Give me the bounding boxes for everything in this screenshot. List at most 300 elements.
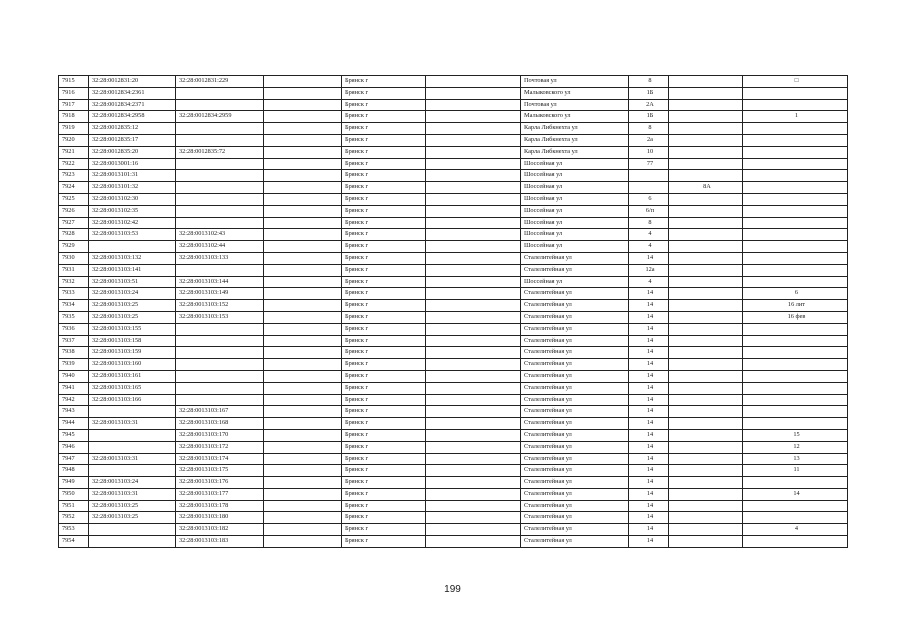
cell-building-number <box>669 311 743 323</box>
cell-blank-column-b <box>426 300 521 312</box>
cell-related-cadastral-number <box>176 347 264 359</box>
table-row <box>59 323 848 335</box>
table-row <box>59 193 848 205</box>
table-row <box>59 76 848 88</box>
cell-house-number: 14 <box>629 382 669 394</box>
cell-blank-column-a <box>264 252 342 264</box>
cell-blank-column-a <box>264 217 342 229</box>
cell-apartment-number <box>743 418 848 430</box>
cell-blank-column-b <box>426 264 521 276</box>
cell-street: Шоссейная ул <box>521 158 629 170</box>
cell-locality: Брянск г <box>342 418 426 430</box>
cell-house-number: 1Б <box>629 87 669 99</box>
cell-apartment-number <box>743 252 848 264</box>
cell-locality: Брянск г <box>342 370 426 382</box>
cell-building-number <box>669 300 743 312</box>
cell-house-number: 2а <box>629 134 669 146</box>
table-row <box>59 370 848 382</box>
cell-apartment-number <box>743 370 848 382</box>
table-row <box>59 170 848 182</box>
cell-blank-column-a <box>264 276 342 288</box>
cell-cadastral-number <box>89 536 176 548</box>
cell-blank-column-b <box>426 429 521 441</box>
table-row <box>59 205 848 217</box>
cell-blank-column-b <box>426 370 521 382</box>
cell-house-number <box>629 170 669 182</box>
cell-row-number: 7931 <box>59 264 89 276</box>
table-row <box>59 134 848 146</box>
cell-cadastral-number: 32:28:0013103:24 <box>89 288 176 300</box>
cell-row-number: 7930 <box>59 252 89 264</box>
cell-locality: Брянск г <box>342 500 426 512</box>
cell-cadastral-number: 32:28:0013103:24 <box>89 477 176 489</box>
cell-house-number: 12а <box>629 264 669 276</box>
cell-row-number: 7917 <box>59 99 89 111</box>
cell-cadastral-number: 32:28:0013103:31 <box>89 488 176 500</box>
cell-cadastral-number: 32:28:0013103:31 <box>89 453 176 465</box>
cell-blank-column-b <box>426 241 521 253</box>
cell-street: Сталелитейная ул <box>521 370 629 382</box>
cell-cadastral-number: 32:28:0013102:30 <box>89 193 176 205</box>
cell-blank-column-b <box>426 182 521 194</box>
cell-house-number: 14 <box>629 252 669 264</box>
cell-blank-column-b <box>426 335 521 347</box>
cell-cadastral-number: 32:28:0013103:155 <box>89 323 176 335</box>
cell-related-cadastral-number <box>176 394 264 406</box>
cell-blank-column-a <box>264 406 342 418</box>
cell-blank-column-b <box>426 512 521 524</box>
cell-related-cadastral-number <box>176 87 264 99</box>
cell-related-cadastral-number: 32:28:0013103:167 <box>176 406 264 418</box>
cell-building-number <box>669 99 743 111</box>
cell-building-number <box>669 217 743 229</box>
cell-row-number: 7937 <box>59 335 89 347</box>
cell-blank-column-b <box>426 394 521 406</box>
cell-row-number: 7941 <box>59 382 89 394</box>
cell-row-number: 7945 <box>59 429 89 441</box>
cell-blank-column-a <box>264 335 342 347</box>
table-row <box>59 477 848 489</box>
cell-street: Малыковского ул <box>521 111 629 123</box>
cell-house-number: 14 <box>629 477 669 489</box>
cell-cadastral-number: 32:28:0012835:17 <box>89 134 176 146</box>
cell-house-number: 6 <box>629 193 669 205</box>
cell-street: Сталелитейная ул <box>521 288 629 300</box>
cell-blank-column-b <box>426 453 521 465</box>
cell-row-number: 7940 <box>59 370 89 382</box>
table-row <box>59 335 848 347</box>
cell-blank-column-a <box>264 524 342 536</box>
cell-cadastral-number: 32:28:0013103:25 <box>89 311 176 323</box>
cell-house-number: 14 <box>629 512 669 524</box>
cell-blank-column-b <box>426 205 521 217</box>
cell-row-number: 7916 <box>59 87 89 99</box>
table-row <box>59 394 848 406</box>
table-row <box>59 264 848 276</box>
cell-locality: Брянск г <box>342 134 426 146</box>
cell-locality: Брянск г <box>342 193 426 205</box>
cell-cadastral-number: 32:28:0013103:25 <box>89 500 176 512</box>
cell-blank-column-b <box>426 536 521 548</box>
cell-row-number: 7921 <box>59 146 89 158</box>
cell-cadastral-number: 32:28:0013103:165 <box>89 382 176 394</box>
cell-cadastral-number: 32:28:0013103:141 <box>89 264 176 276</box>
cell-building-number <box>669 347 743 359</box>
cell-blank-column-b <box>426 193 521 205</box>
cell-blank-column-a <box>264 536 342 548</box>
cell-cadastral-number: 32:28:0013103:51 <box>89 276 176 288</box>
cell-blank-column-b <box>426 288 521 300</box>
cell-locality: Брянск г <box>342 347 426 359</box>
table-row <box>59 182 848 194</box>
cell-apartment-number <box>743 347 848 359</box>
cell-blank-column-a <box>264 477 342 489</box>
cell-building-number <box>669 229 743 241</box>
cell-apartment-number: 16 лит <box>743 300 848 312</box>
table-row <box>59 406 848 418</box>
cell-blank-column-b <box>426 87 521 99</box>
cell-apartment-number: 4 <box>743 524 848 536</box>
cell-related-cadastral-number <box>176 335 264 347</box>
cell-locality: Брянск г <box>342 288 426 300</box>
cell-blank-column-a <box>264 123 342 135</box>
cell-blank-column-a <box>264 158 342 170</box>
cell-blank-column-b <box>426 134 521 146</box>
cell-apartment-number: 12 <box>743 441 848 453</box>
cell-house-number: 14 <box>629 453 669 465</box>
cell-blank-column-b <box>426 441 521 453</box>
cell-blank-column-b <box>426 229 521 241</box>
cell-blank-column-a <box>264 134 342 146</box>
cell-cadastral-number <box>89 429 176 441</box>
cell-street: Карла Либкнехта ул <box>521 146 629 158</box>
cell-row-number: 7946 <box>59 441 89 453</box>
cell-related-cadastral-number: 32:28:0013103:144 <box>176 276 264 288</box>
cell-building-number <box>669 323 743 335</box>
cell-related-cadastral-number <box>176 370 264 382</box>
cell-building-number <box>669 205 743 217</box>
cell-cadastral-number: 32:28:0013103:159 <box>89 347 176 359</box>
table-row <box>59 252 848 264</box>
cell-street: Сталелитейная ул <box>521 465 629 477</box>
cell-locality: Брянск г <box>342 99 426 111</box>
cell-street: Сталелитейная ул <box>521 300 629 312</box>
cell-apartment-number <box>743 335 848 347</box>
cell-blank-column-a <box>264 300 342 312</box>
cell-related-cadastral-number: 32:28:0013103:178 <box>176 500 264 512</box>
cell-blank-column-b <box>426 418 521 430</box>
cell-blank-column-a <box>264 241 342 253</box>
cell-blank-column-a <box>264 193 342 205</box>
cell-building-number <box>669 87 743 99</box>
cell-locality: Брянск г <box>342 76 426 88</box>
cell-locality: Брянск г <box>342 359 426 371</box>
cell-blank-column-b <box>426 123 521 135</box>
cell-building-number <box>669 370 743 382</box>
cell-street: Сталелитейная ул <box>521 252 629 264</box>
cell-street: Шоссейная ул <box>521 276 629 288</box>
cell-blank-column-b <box>426 359 521 371</box>
cell-related-cadastral-number: 32:28:0013103:177 <box>176 488 264 500</box>
cell-apartment-number <box>743 87 848 99</box>
cell-apartment-number <box>743 193 848 205</box>
cell-apartment-number <box>743 146 848 158</box>
cell-related-cadastral-number <box>176 217 264 229</box>
table-row <box>59 359 848 371</box>
cell-locality: Брянск г <box>342 512 426 524</box>
cell-street: Сталелитейная ул <box>521 323 629 335</box>
cell-apartment-number <box>743 241 848 253</box>
cell-house-number: 14 <box>629 536 669 548</box>
cell-locality: Брянск г <box>342 453 426 465</box>
cell-street: Сталелитейная ул <box>521 264 629 276</box>
cell-house-number: 14 <box>629 441 669 453</box>
cell-cadastral-number: 32:28:0013103:31 <box>89 418 176 430</box>
cell-locality: Брянск г <box>342 465 426 477</box>
cell-row-number: 7934 <box>59 300 89 312</box>
cell-street: Шоссейная ул <box>521 193 629 205</box>
table-row <box>59 500 848 512</box>
cell-building-number <box>669 288 743 300</box>
cell-blank-column-a <box>264 111 342 123</box>
cell-building-number: 8А <box>669 182 743 194</box>
cell-street: Шоссейная ул <box>521 241 629 253</box>
cell-apartment-number: 11 <box>743 465 848 477</box>
cell-street: Сталелитейная ул <box>521 382 629 394</box>
cell-apartment-number: 6 <box>743 288 848 300</box>
cell-apartment-number <box>743 382 848 394</box>
cell-related-cadastral-number: 32:28:0012835:72 <box>176 146 264 158</box>
cell-street: Сталелитейная ул <box>521 488 629 500</box>
cell-blank-column-a <box>264 394 342 406</box>
cell-street: Шоссейная ул <box>521 205 629 217</box>
cell-related-cadastral-number <box>176 182 264 194</box>
cell-apartment-number <box>743 536 848 548</box>
cell-building-number <box>669 170 743 182</box>
cell-blank-column-a <box>264 359 342 371</box>
cell-related-cadastral-number: 32:28:0013103:153 <box>176 311 264 323</box>
table-row <box>59 418 848 430</box>
cell-related-cadastral-number <box>176 323 264 335</box>
cell-building-number <box>669 134 743 146</box>
registry-sheet <box>58 75 848 548</box>
cell-apartment-number <box>743 500 848 512</box>
cell-building-number <box>669 429 743 441</box>
cell-blank-column-b <box>426 406 521 418</box>
cell-locality: Брянск г <box>342 182 426 194</box>
cell-row-number: 7935 <box>59 311 89 323</box>
cell-street: Шоссейная ул <box>521 182 629 194</box>
cell-locality: Брянск г <box>342 441 426 453</box>
cell-apartment-number <box>743 394 848 406</box>
cell-related-cadastral-number: 32:28:0013103:182 <box>176 524 264 536</box>
cell-cadastral-number: 32:28:0013101:32 <box>89 182 176 194</box>
cell-blank-column-b <box>426 158 521 170</box>
table-row <box>59 512 848 524</box>
cell-apartment-number <box>743 229 848 241</box>
cell-apartment-number <box>743 134 848 146</box>
table-row <box>59 99 848 111</box>
cell-row-number: 7947 <box>59 453 89 465</box>
cell-related-cadastral-number <box>176 205 264 217</box>
cell-row-number: 7918 <box>59 111 89 123</box>
cell-house-number: 77 <box>629 158 669 170</box>
cell-building-number <box>669 146 743 158</box>
cell-blank-column-b <box>426 347 521 359</box>
cell-street: Сталелитейная ул <box>521 418 629 430</box>
cell-building-number <box>669 418 743 430</box>
cell-locality: Брянск г <box>342 300 426 312</box>
cell-row-number: 7944 <box>59 418 89 430</box>
cell-street: Почтовая ул <box>521 76 629 88</box>
cell-locality: Брянск г <box>342 429 426 441</box>
cell-house-number <box>629 182 669 194</box>
cell-related-cadastral-number <box>176 170 264 182</box>
cell-blank-column-b <box>426 477 521 489</box>
table-row <box>59 111 848 123</box>
cell-blank-column-a <box>264 288 342 300</box>
cell-building-number <box>669 382 743 394</box>
cell-street: Сталелитейная ул <box>521 429 629 441</box>
cell-apartment-number <box>743 182 848 194</box>
cell-house-number: 14 <box>629 300 669 312</box>
cell-blank-column-a <box>264 205 342 217</box>
cell-blank-column-a <box>264 311 342 323</box>
cell-blank-column-a <box>264 347 342 359</box>
cell-row-number: 7954 <box>59 536 89 548</box>
cell-locality: Брянск г <box>342 311 426 323</box>
cell-cadastral-number: 32:28:0013103:160 <box>89 359 176 371</box>
cell-related-cadastral-number <box>176 134 264 146</box>
cell-apartment-number <box>743 323 848 335</box>
cell-apartment-number: □ <box>743 76 848 88</box>
table-row <box>59 441 848 453</box>
table-row <box>59 87 848 99</box>
cell-row-number: 7922 <box>59 158 89 170</box>
cell-row-number: 7939 <box>59 359 89 371</box>
table-row <box>59 311 848 323</box>
cell-building-number <box>669 394 743 406</box>
cell-house-number: 14 <box>629 288 669 300</box>
cell-blank-column-b <box>426 111 521 123</box>
cell-house-number: 14 <box>629 323 669 335</box>
cell-house-number: 14 <box>629 500 669 512</box>
cell-house-number: 14 <box>629 406 669 418</box>
cell-apartment-number <box>743 158 848 170</box>
cell-row-number: 7920 <box>59 134 89 146</box>
cell-cadastral-number: 32:28:0013101:31 <box>89 170 176 182</box>
cell-building-number <box>669 76 743 88</box>
cell-street: Малыковского ул <box>521 87 629 99</box>
cell-cadastral-number: 32:28:0013103:161 <box>89 370 176 382</box>
cell-locality: Брянск г <box>342 111 426 123</box>
cell-related-cadastral-number <box>176 359 264 371</box>
table-row <box>59 288 848 300</box>
cell-apartment-number <box>743 477 848 489</box>
cell-apartment-number <box>743 99 848 111</box>
cell-building-number <box>669 500 743 512</box>
cell-related-cadastral-number: 32:28:0013103:175 <box>176 465 264 477</box>
page-number: 199 <box>444 584 461 595</box>
cell-apartment-number <box>743 512 848 524</box>
cell-house-number: 8 <box>629 76 669 88</box>
cell-blank-column-b <box>426 146 521 158</box>
cell-row-number: 7929 <box>59 241 89 253</box>
cell-house-number: 14 <box>629 347 669 359</box>
cell-building-number <box>669 158 743 170</box>
table-row <box>59 453 848 465</box>
registry-table-body <box>59 76 848 548</box>
cell-blank-column-b <box>426 170 521 182</box>
cell-related-cadastral-number: 32:28:0013103:152 <box>176 300 264 312</box>
cell-house-number: 14 <box>629 335 669 347</box>
cell-blank-column-a <box>264 323 342 335</box>
cell-building-number <box>669 524 743 536</box>
cell-blank-column-b <box>426 76 521 88</box>
cell-cadastral-number: 32:28:0012831:20 <box>89 76 176 88</box>
cell-cadastral-number: 32:28:0013103:25 <box>89 300 176 312</box>
cell-blank-column-a <box>264 465 342 477</box>
cell-apartment-number <box>743 276 848 288</box>
cell-house-number: 8 <box>629 123 669 135</box>
cell-locality: Брянск г <box>342 335 426 347</box>
cell-blank-column-a <box>264 76 342 88</box>
cell-locality: Брянск г <box>342 146 426 158</box>
cell-street: Сталелитейная ул <box>521 512 629 524</box>
cell-building-number <box>669 264 743 276</box>
table-row <box>59 229 848 241</box>
cell-house-number: 2А <box>629 99 669 111</box>
cell-street: Сталелитейная ул <box>521 453 629 465</box>
cell-street: Почтовая ул <box>521 99 629 111</box>
cell-street: Шоссейная ул <box>521 229 629 241</box>
cell-blank-column-b <box>426 323 521 335</box>
cell-apartment-number <box>743 264 848 276</box>
cell-building-number <box>669 406 743 418</box>
cell-locality: Брянск г <box>342 205 426 217</box>
cell-street: Сталелитейная ул <box>521 359 629 371</box>
cell-related-cadastral-number: 32:28:0013103:174 <box>176 453 264 465</box>
cell-blank-column-a <box>264 264 342 276</box>
cell-street: Сталелитейная ул <box>521 500 629 512</box>
cell-building-number <box>669 441 743 453</box>
cell-related-cadastral-number: 32:28:0013103:168 <box>176 418 264 430</box>
cell-blank-column-a <box>264 488 342 500</box>
cell-blank-column-b <box>426 465 521 477</box>
cell-locality: Брянск г <box>342 394 426 406</box>
cell-cadastral-number: 32:28:0013001:16 <box>89 158 176 170</box>
cell-apartment-number: 14 <box>743 488 848 500</box>
cell-cadastral-number: 32:28:0013103:132 <box>89 252 176 264</box>
cell-building-number <box>669 512 743 524</box>
cell-street: Шоссейная ул <box>521 217 629 229</box>
cell-blank-column-a <box>264 418 342 430</box>
cell-cadastral-number: 32:28:0013103:25 <box>89 512 176 524</box>
cell-blank-column-a <box>264 170 342 182</box>
cell-cadastral-number: 32:28:0012835:20 <box>89 146 176 158</box>
cell-related-cadastral-number: 32:28:0013103:170 <box>176 429 264 441</box>
cell-street: Сталелитейная ул <box>521 335 629 347</box>
cell-street: Сталелитейная ул <box>521 477 629 489</box>
cell-row-number: 7952 <box>59 512 89 524</box>
table-row <box>59 465 848 477</box>
cell-locality: Брянск г <box>342 536 426 548</box>
cell-row-number: 7943 <box>59 406 89 418</box>
cell-blank-column-b <box>426 500 521 512</box>
table-row <box>59 488 848 500</box>
cell-related-cadastral-number: 32:28:0013103:149 <box>176 288 264 300</box>
cell-locality: Брянск г <box>342 87 426 99</box>
